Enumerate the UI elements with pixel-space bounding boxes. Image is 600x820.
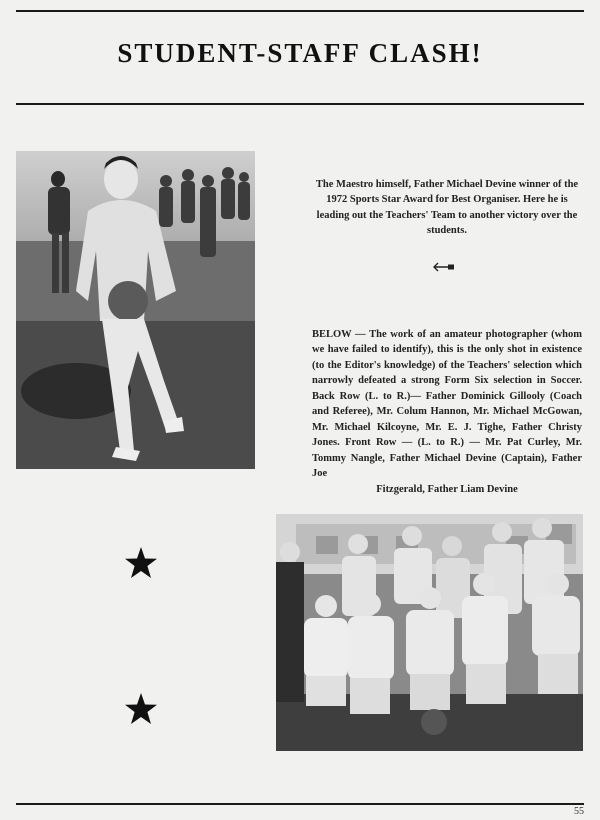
title-rule [16,103,584,105]
photo-teachers-team [276,514,583,751]
star-icon [124,546,158,580]
left-arrow-icon [432,262,456,272]
caption-team-photo [312,327,582,498]
top-rule [16,10,584,12]
page-title: STUDENT-STAFF CLASH! [117,38,483,68]
footer-rule [16,803,584,805]
caption-team-photo-last-line: Fitzgerald, Father Liam Devine [376,483,518,495]
photo-maestro-with-ball [16,151,255,469]
caption-maestro: The Maestro himself, Father Michael Devine winner of the 1972 Sports Star Award for Best Organiser. Here he is leading out the Teachers' Team to another victory over the students. [315,178,579,236]
star-icon [124,692,158,726]
caption-team-photo-body: BELOW — The work of an amateur photographer (whom we have failed to identify), this is the only shot in existence (to the Editor's knowledge) of the Teachers' selection which narrowly defeated a strong Form Six selection in Soccer. Back Row (L. to R.)— Father Dominick Gillooly (Coach and Referee), Mr. Colum Hannon, Mr. Michael McGowan, Mr. Michael Kilcoyne, Mr. E. J. Tighe, Father Christy Jones. Front Row — (L. to R.) — Mr. Pat Curley, Mr. Tommy Nangle, Father Michael Devine (Captain), Father Joe [312,328,582,479]
page-number: 55 [574,806,584,817]
